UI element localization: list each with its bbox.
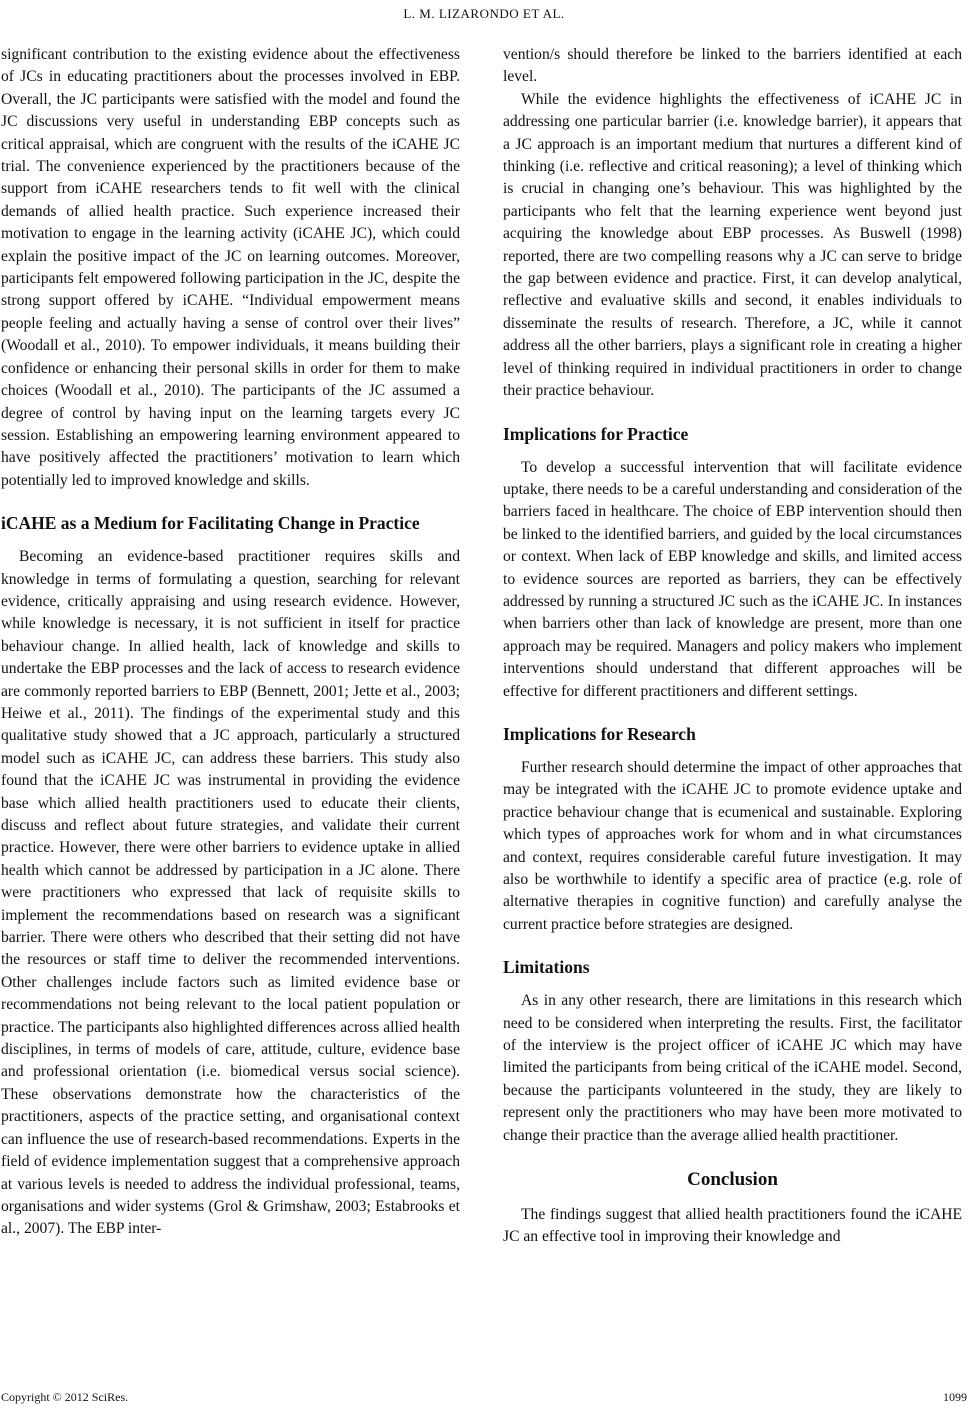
section-heading-research: Implications for Research — [503, 723, 696, 744]
page-number: 1099 — [943, 1390, 967, 1404]
paragraph: Further research should determine the impact of other approaches that may be integrated with the iCAHE JC to promote evidence uptake and practice behaviour change that is ecumenical and sustainable. Exploring which types of approaches work for whom and in what circumstances and context, requires considerable careful future investigation. It may also be worthwhile to identify a specific area of practice (e.g. role of alternative therapies in cognitive function) and carefully analyse the current practice before strategies are designed. — [503, 758, 962, 933]
paragraph: Becoming an evidence-based practitioner requires skills and knowledge in terms of formulating a question, searching for relevant evidence, critically appraising and using research evidence. However, while knowledge is necessary, it is not sufficient in itself for practice behaviour change. In allied health, lack of knowledge and skills to undertake the EBP processes and the lack of access to research evidence are commonly reported barriers to EBP (Bennett, 2001; Jette et al., 2003; Heiwe et al., 2011). The findings of the experimental study and this qualitative study showed that a JC approach, particularly a structured model such as iCAHE JC, can address these barriers. This study also found that the iCAHE JC was instrumental in providing the evidence base which allied health practitioners used to educate their clients, discuss and reflect about future strategies, and validate their current practice. However, there were other barriers to evidence uptake in allied health which cannot be addressed by participation in a JC alone. There were practitioners who expressed that lack of requisite skills to implement the recommendations based on research was a significant barrier. There were others who described that their setting did not have the resources or staff time to deliver the recommended interventions. Other challenges include factors such as limited evidence base or recommendations not being relevant to the local patient population or practice. The participants also highlighted differences across allied health disciplines, in terms of models of care, attitude, culture, evidence base and professional orientation (i.e. biomedical versus social science). These observations demonstrate how the characteristics of the practitioners, aspects of the practice setting, and organisational context can influence the use of research-based recommendations. Experts in the field of evidence implementation suggest that a comprehensive approach at various levels is needed to address the individual professional, teams, organisations and wider systems (Grol & Grimshaw, 2003; Estabrooks et al., 2007). The EBP inter- — [1, 548, 460, 1238]
paragraph: significant contribution to the existing evidence about the effectiveness of JCs in educating practitioners about the processes involved in EBP. Overall, the JC participants were satisfied with the model and found the JC discussions very useful in understanding EBP concepts such as critical appraisal, which are congruent with the results of the iCAHE JC trial. The convenience experienced by the practitioners because of the support from iCAHE researchers tends to fit well with the clinical demands of allied health practice. Such experience increased their motivation to engage in the learning activity (iCAHE JC), which could explain the positive impact of the JC on learning outcomes. Moreover, participants felt empowered following participation in the JC, despite the strong support offered by iCAHE. “Individual empowerment means people feeling and actually having a sense of control over their lives” (Woodall et al., 2010). To empower individuals, it means building their confidence or enhancing their personal skills in order for them to make choices (Woodall et al., 2010). The participants of the JC assumed a degree of control by having input on the learning targets every JC session. Establishing an empowering learning environment appeared to have positively affected the practitioners’ motivation to learn which potentially led to improved knowledge and skills. — [1, 46, 460, 489]
left-column — [1, 44, 460, 1241]
copyright-notice: Copyright © 2012 SciRes. — [1, 1390, 129, 1404]
right-column — [503, 44, 962, 1249]
paragraph: As in any other research, there are limitations in this research which need to be considered when interpreting the results. First, the facilitator of the interview is the project officer of iCAHE JC which may have limited the participants from being critical of the iCAHE model. Second, because the participants volunteered in the study, they are likely to represent only the practitioners who may have been more motivated to change their practice than the average allied health practitioner. — [503, 992, 962, 1144]
running-head: L. M. LIZARONDO ET AL. — [403, 6, 565, 21]
paragraph: While the evidence highlights the effectiveness of iCAHE JC in addressing one particular barrier (i.e. knowledge barrier), it appears that a JC approach is an important medium that nurtures a different kind of thinking (i.e. reflective and critical reasoning); a level of thinking which is crucial in changing one’s behaviour. This was highlighted by the participants who felt that the learning experience went beyond just acquiring the knowledge about EBP processes. As Buswell (1998) reported, there are two compelling reasons why a JC can serve to bridge the gap between evidence and practice. First, it can develop analytical, reflective and evaluative skills and second, it enables individuals to disseminate the results of research. Therefore, a JC, while it cannot address all the other barriers, plays a significant role in creating a higher level of thinking required in individual practitioners in order to change their practice behaviour. — [503, 90, 962, 400]
section-heading-limitations: Limitations — [503, 957, 590, 978]
paragraph: To develop a successful intervention that will facilitate evidence uptake, there needs to be a careful understanding and consideration of the barriers faced in healthcare. The choice of EBP intervention should then be linked to the identified barriers, and guided by the local circumstances or context. When lack of EBP knowledge and skills, and limited access to evidence sources are reported as barriers, they can be effectively addressed by running a structured JC such as the iCAHE JC. In instances when barriers other than lack of knowledge are present, more than one approach may be required. Managers and policy makers who implement interventions should understand that different approaches will be effective for different practitioners and different settings. — [503, 458, 962, 700]
section-heading-practice: Implications for Practice — [503, 423, 689, 444]
section-heading-icahe-medium: iCAHE as a Medium for Facilitating Change in Practice — [1, 513, 420, 534]
paragraph: The findings suggest that allied health practitioners found the iCAHE JC an effective tool in improving their knowledge and — [503, 1206, 962, 1246]
section-heading-conclusion: Conclusion — [687, 1169, 778, 1191]
paragraph: vention/s should therefore be linked to the barriers identified at each level. — [503, 46, 962, 86]
